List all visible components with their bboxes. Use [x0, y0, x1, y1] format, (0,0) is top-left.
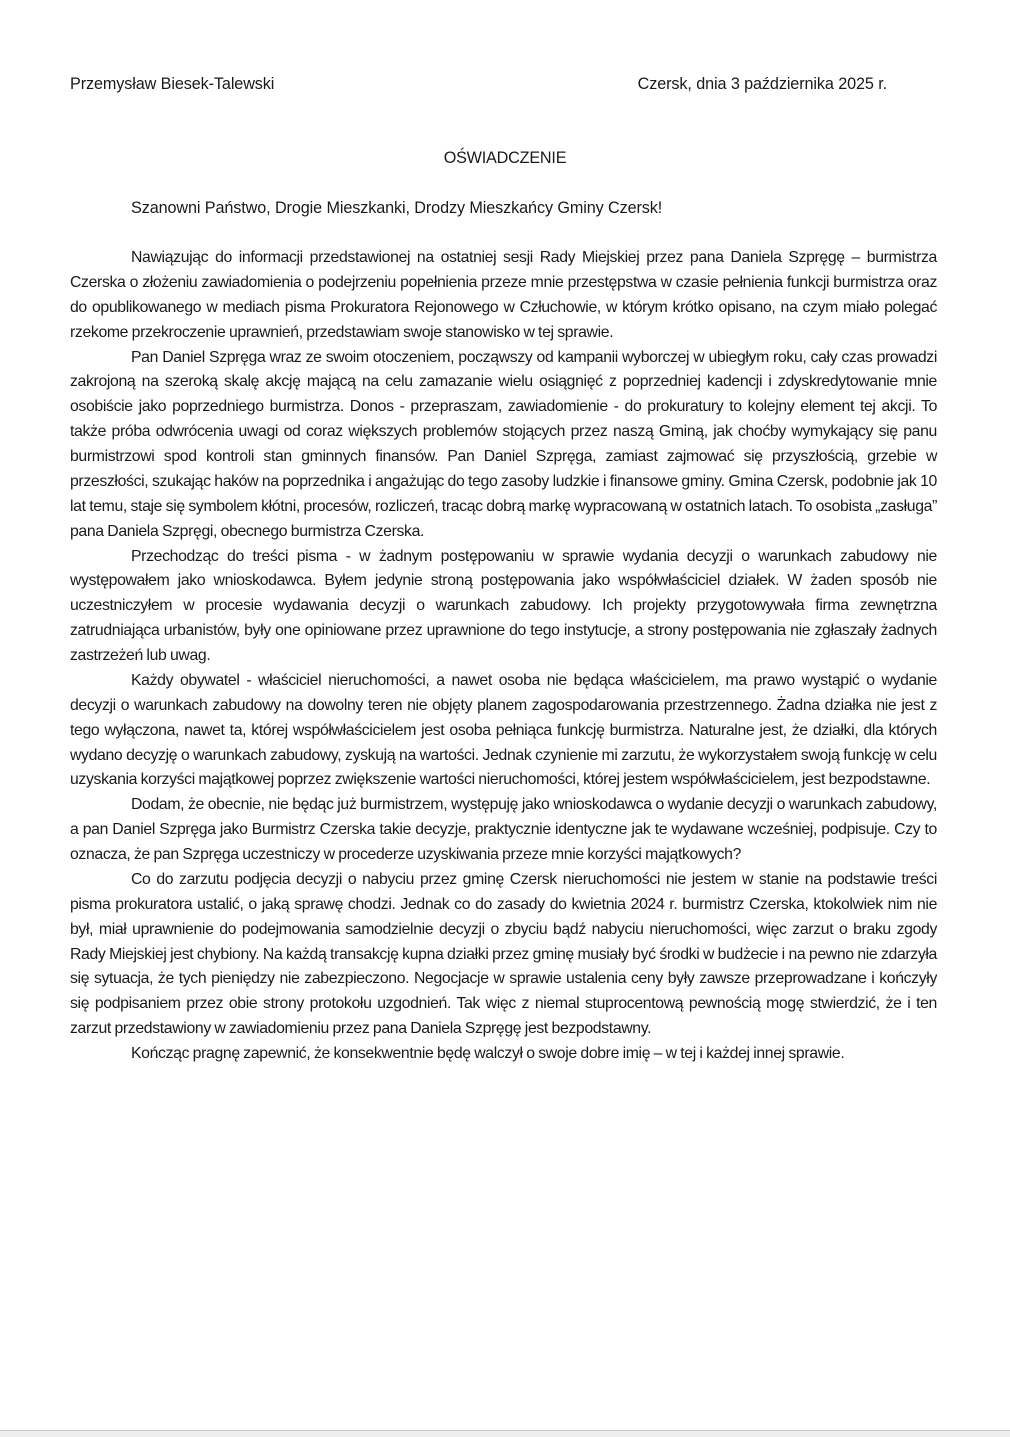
paragraph-current-applications: Dodam, że obecnie, nie będąc już burmistrzem, występuję jako wnioskodawca o wydanie decyzji o warunkach zabudowy, a pan Daniel Szpręga jako Burmistrz Czerska takie decyzje, praktycznie identyczne jak te wydawane wcześniej, podpisuje. Czy to oznacza, że pan Szpręga uczestniczy w procederze uzyskiwania przeze mnie korzyści majątkowych?: [70, 796, 937, 863]
paragraph-citizen-rights: Każdy obywatel - właściciel nieruchomości, a nawet osoba nie będąca właścicielem, ma prawo wystąpić o wydanie decyzji o warunkach zabudowy na dowolny teren nie objęty planem zagospodarowania przestrzennego. Żadna działka nie jest z tego wyłączona, nawet ta, której współwłaścicielem jest osoba pełniąca funkcję burmistrza. Naturalne jest, że działki, dla których wydano decyzję o warunkach zabudowy, zyskują na wartości. Jednak czynienie mi zarzutu, że wykorzystałem swoją funkcję w celu uzyskania korzyści majątkowej poprzez zwiększenie wartości nieruchomości, której jestem współwłaścicielem, jest bezpodstawne.: [70, 671, 937, 789]
paragraph-property-acquisition: Co do zarzutu podjęcia decyzji o nabyciu przez gminę Czersk nieruchomości nie jestem w stanie na podstawie treści pisma prokuratora ustalić, o jaką sprawę chodzi. Jednak co do zasady do kwietnia 2024 r. burmistrz Czerska, ktokolwiek nim nie był, miał uprawnienie do podejmowania samodzielnie decyzji o zbyciu bądź nabyciu nieruchomości, więc zarzut o braku zgody Rady Miejskiej jest chybiony. Na każdą transakcję kupna działki przez gminę musiały być środki w budżecie i na pewno nie zdarzyła się sytuacja, że tych pieniędzy nie zabezpieczono. Negocjacje w sprawie ustalenia ceny były zawsze przeprowadzane i kończyły się podpisaniem przez obie strony protokołu uzgodnień. Tak więc z niemal stuprocentową pewnością mogę stwierdzić, że i ten zarzut przedstawiony w zawiadomieniu przez pana Daniela Szpręgę jest bezpodstawny.: [70, 870, 937, 1038]
paragraph-intro: Nawiązując do informacji przedstawionej na ostatniej sesji Rady Miejskiej przez pana Daniela Szpręgę – burmistrza Czerska o złożeniu zawiadomienia o podejrzeniu popełnienia przeze mnie przestępstwa w czasie pełnienia funkcji burmistrza oraz do opublikowanego w mediach pisma Prokuratora Rejonowego w Człuchowie, w którym krótko opisano, na czym miało polegać rzekome przekroczenie uprawnień, przedstawiam swoje stanowisko w tej sprawie.: [70, 249, 937, 341]
paragraph-building-conditions: Przechodząc do treści pisma - w żadnym postępowaniu w sprawie wydania decyzji o warunkach zabudowy nie występowałem jako wnioskodawca. Byłem jedynie stroną postępowania jako współwłaściciel działek. W żaden sposób nie uczestniczyłem w procesie wydawania decyzji o warunkach zabudowy. Ich projekty przygotowywała firma zewnętrzna zatrudniająca urbanistów, były one opiniowane przez uprawnione do tego instytucje, a strony postępowania nie zgłaszały żadnych zastrzeżeń lub uwag.: [70, 547, 937, 664]
salutation: Szanowni Państwo, Drogie Mieszkanki, Drodzy Mieszkańcy Gminy Czersk!: [131, 199, 663, 217]
paragraph-campaign: Pan Daniel Szpręga wraz ze swoim otoczeniem, począwszy od kampanii wyborczej w ubiegłym roku, cały czas prowadzi zakrojoną na szeroką skalę akcję mającą na celu zamazanie wielu osiągnięć z poprzedniej kadencji i zdyskredytowanie mnie osobiście jako poprzedniego burmistrza. Donos - przepraszam, zawiadomienie - do prokuratury to kolejny element tej akcji. To także próba odwrócenia uwagi od coraz większych problemów stojących przez naszą Gminą, jak choćby wymykający się panu burmistrzowi spod kontroli stan gminnych finansów. Pan Daniel Szpręga, zamiast zajmować się przyszłością, grzebie w przeszłości, szukając haków na poprzednika i angażując do tego zasoby ludzkie i finansowe gminy. Gmina Czersk, podobnie jak 10 lat temu, staje się symbolem kłótni, procesów, rozliczeń, tracąc dobrą markę wypracowaną w ostatnich latach. To osobista „zasługa” pana Daniela Szpręgi, obecnego burmistrza Czerska.: [70, 348, 937, 540]
author-name: Przemysław Biesek-Talewski: [70, 75, 275, 93]
statement-body: [70, 246, 937, 1067]
document-title: OŚWIADCZENIE: [443, 149, 567, 167]
place-and-date: Czersk, dnia 3 października 2025 r.: [637, 75, 887, 93]
paragraph-closing: Kończąc pragnę zapewnić, że konsekwentnie będę walczył o swoje dobre imię – w tej i każdej innej sprawie.: [131, 1045, 845, 1062]
